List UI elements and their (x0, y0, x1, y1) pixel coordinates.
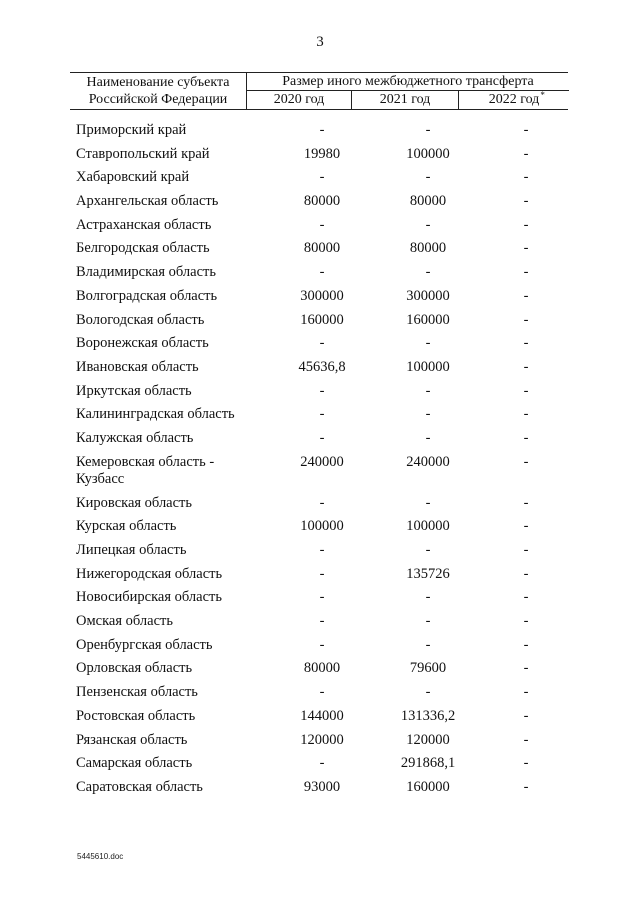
header-year-2021: 2021 год (352, 91, 459, 109)
value-2021: 131336,2 (400, 707, 456, 724)
region-name: Нижегородская область (76, 565, 223, 582)
table-row (0, 240, 640, 264)
value-2021: 291868,1 (400, 755, 456, 772)
region-name: Липецкая область (76, 542, 187, 558)
value-2021: 80000 (409, 193, 447, 210)
region-name: Вологодская область (76, 311, 205, 328)
value-2022: - (523, 145, 529, 162)
table-row (0, 406, 640, 430)
region-name: Орловская область (76, 660, 193, 677)
header-year-2022: 2022 год (488, 92, 540, 107)
table-row (0, 146, 640, 170)
table-row (0, 732, 640, 756)
region-name: Ивановская область (76, 358, 199, 375)
value-2022: - (523, 216, 529, 233)
value-2020: - (319, 429, 325, 446)
table-header (70, 72, 568, 110)
value-2021: 240000 (406, 453, 450, 470)
value-2020: 120000 (300, 731, 344, 748)
region-name: Белгородская область (76, 240, 210, 257)
value-2020: - (319, 264, 325, 281)
value-2020: - (319, 122, 325, 138)
table-row (0, 660, 640, 684)
table-row (0, 613, 640, 637)
value-2020: - (319, 589, 325, 606)
value-2022: - (523, 755, 529, 772)
region-name: Архангельская область (76, 193, 219, 210)
region-name: Курская область (76, 518, 177, 535)
header-name-line1: Наименование субъекта (86, 75, 230, 90)
value-2021: - (425, 335, 431, 352)
value-2022: - (523, 335, 529, 352)
value-2020: - (319, 406, 325, 423)
value-2020: 80000 (303, 240, 341, 257)
value-2021: - (425, 494, 431, 511)
value-2020: 19980 (303, 145, 341, 162)
value-2020: - (319, 636, 325, 653)
page-number: 3 (316, 34, 324, 50)
region-name: Ставропольский край (76, 145, 210, 162)
table-row (0, 264, 640, 288)
value-2020: - (319, 613, 325, 630)
table-row (0, 518, 640, 542)
value-2022: - (523, 193, 529, 210)
value-2022: - (523, 565, 529, 582)
value-2022: - (523, 453, 529, 470)
region-name: Калужская область (76, 429, 194, 446)
value-2020: - (319, 565, 325, 582)
header-year-2022-cell (459, 91, 569, 109)
table-row (0, 566, 640, 590)
value-2020: - (319, 169, 325, 186)
region-name: Владимирская область (76, 264, 216, 281)
table-row (0, 169, 640, 193)
value-2022: - (523, 613, 529, 630)
region-name: Калининградская область (76, 406, 235, 423)
table-row (0, 217, 640, 241)
value-2020: 100000 (300, 518, 344, 535)
value-2020: - (319, 542, 325, 558)
value-2020: - (319, 216, 325, 233)
value-2021: - (425, 542, 431, 558)
value-2020: - (319, 382, 325, 399)
region-name: Новосибирская область (76, 589, 222, 606)
value-2022: - (523, 240, 529, 257)
header-name-line2: Российской Федерации (88, 92, 228, 107)
value-2021: 135726 (406, 565, 450, 582)
region-name-line1: Кемеровская область - (76, 453, 215, 470)
region-name: Пензенская область (76, 684, 198, 701)
value-2020: - (319, 494, 325, 511)
value-2020: - (319, 755, 325, 772)
region-name: Иркутская область (76, 382, 192, 399)
value-2022: - (523, 311, 529, 328)
value-2022: - (523, 494, 529, 511)
value-2022: - (523, 684, 529, 701)
value-2022: - (523, 636, 529, 653)
value-2021: 160000 (406, 311, 450, 328)
table-row (0, 193, 640, 217)
table-row (0, 495, 640, 519)
value-2022: - (523, 778, 529, 795)
value-2020: 144000 (300, 707, 344, 724)
value-2022: - (523, 660, 529, 677)
header-year-2020: 2020 год (247, 91, 352, 109)
header-transfer-columns (246, 73, 569, 109)
table-row (0, 359, 640, 383)
value-2021: - (425, 264, 431, 281)
value-2021: - (425, 429, 431, 446)
value-2021: - (425, 589, 431, 606)
table-row (0, 430, 640, 454)
value-2022: - (523, 287, 529, 304)
table-row (0, 755, 640, 779)
region-name: Самарская область (76, 755, 193, 772)
value-2022: - (523, 358, 529, 375)
table-row (0, 542, 640, 566)
value-2020: 160000 (300, 311, 344, 328)
table-row (0, 312, 640, 336)
value-2020: 93000 (303, 778, 341, 795)
value-2022: - (523, 542, 529, 558)
region-name: Омская область (76, 613, 173, 630)
value-2021: - (425, 216, 431, 233)
value-2021: 100000 (406, 518, 450, 535)
value-2021: - (425, 613, 431, 630)
region-name (76, 454, 266, 488)
table-body (0, 122, 640, 803)
value-2021: 300000 (406, 287, 450, 304)
header-transfer-group: Размер иного межбюджетного трансферта (247, 73, 569, 91)
value-2021: 160000 (406, 778, 450, 795)
header-year-2022-note: * (540, 90, 545, 100)
value-2022: - (523, 382, 529, 399)
region-name: Кировская область (76, 494, 193, 511)
table-row (0, 637, 640, 661)
value-2020: 300000 (300, 287, 344, 304)
value-2021: 80000 (409, 240, 447, 257)
value-2022: - (523, 589, 529, 606)
region-name: Хабаровский край (76, 169, 190, 186)
value-2022: - (523, 707, 529, 724)
table-row (0, 122, 640, 146)
region-name: Волгоградская область (76, 287, 218, 304)
value-2022: - (523, 429, 529, 446)
value-2021: - (425, 169, 431, 186)
value-2020: 80000 (303, 660, 341, 677)
region-name: Рязанская область (76, 731, 188, 748)
table-row (0, 335, 640, 359)
value-2022: - (523, 122, 529, 138)
value-2022: - (523, 169, 529, 186)
value-2022: - (523, 731, 529, 748)
value-2020: - (319, 684, 325, 701)
table-row (0, 454, 640, 495)
region-name: Воронежская область (76, 335, 209, 352)
value-2021: - (425, 122, 431, 138)
table-row (0, 708, 640, 732)
value-2021: - (425, 382, 431, 399)
region-name: Саратовская область (76, 778, 203, 795)
value-2021: 120000 (406, 731, 450, 748)
value-2021: 100000 (406, 145, 450, 162)
region-name-line2: Кузбасс (76, 470, 125, 487)
header-years (247, 91, 569, 109)
value-2021: 79600 (409, 660, 447, 677)
table-row (0, 383, 640, 407)
region-name: Астраханская область (76, 216, 212, 233)
value-2021: - (425, 684, 431, 701)
value-2022: - (523, 406, 529, 423)
region-name: Ростовская область (76, 707, 196, 724)
value-2022: - (523, 518, 529, 535)
value-2020: 240000 (300, 453, 344, 470)
table-row (0, 589, 640, 613)
value-2021: - (425, 636, 431, 653)
document-file-code: 5445610.doc (77, 852, 124, 861)
region-name: Оренбургская область (76, 636, 213, 653)
value-2020: 80000 (303, 193, 341, 210)
value-2020: 45636,8 (298, 358, 346, 375)
header-name-column (70, 73, 246, 110)
table-row (0, 684, 640, 708)
value-2021: - (425, 406, 431, 423)
value-2022: - (523, 264, 529, 281)
value-2021: 100000 (406, 358, 450, 375)
table-row (0, 779, 640, 803)
table-row (0, 288, 640, 312)
value-2020: - (319, 335, 325, 352)
region-name: Приморский край (76, 122, 187, 138)
